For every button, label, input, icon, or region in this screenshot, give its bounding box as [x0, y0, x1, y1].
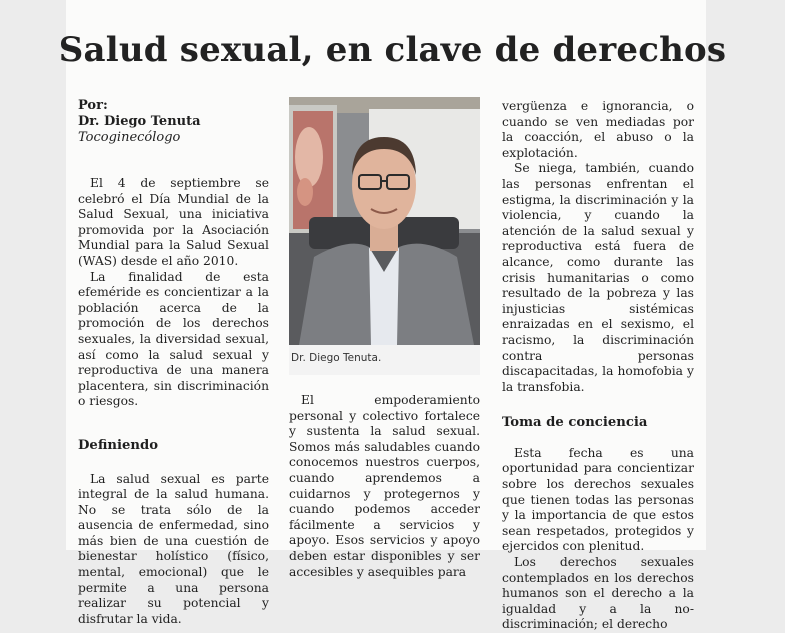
paragraph: El 4 de septiembre se celebró el Día Mundial de la Salud Sexual, una iniciativa promovida por la Asociación Mundial para la Salud Sexual (WAS) desde el año 2010.: [78, 176, 269, 268]
paragraph: Esta fecha es una oportunidad para concientizar sobre los derechos sexuales que tienen todas las personas y la importancia de que estos sean respetados, protegidos y ejercidos con plenitud.: [502, 445, 694, 554]
paragraph: El empoderamiento personal y colectivo fortalece y sustenta la salud sexual. Somos más saludables cuando conocemos nuestros cuerpos, cuando aprendemos a cuidarnos y protegernos y cuando podemos acceder fácilmente a servicios y apoyo. Esos servicios y apoyo deben estar disponibles y ser accesibles y asequibles para: [289, 393, 480, 579]
article-title: Salud sexual, en clave de derechos: [58, 30, 727, 70]
paragraph: Se niega, también, cuando las personas enfrentan el estigma, la discriminación y la violencia, y cuando la atención de la salud sexual y reproductiva está fuera de alcance, como durante las crisis humanitarias o como resultado de la pobreza y las injusticias sistémicas enraizadas en el sexismo, el racismo, la discriminación contra personas discapacitadas, la homofobia y la transfobia.: [502, 161, 694, 394]
section-heading: Definiendo: [78, 437, 159, 453]
author-name: Dr. Diego Tenuta: [78, 114, 201, 129]
author-role: Tocoginecólogo: [78, 130, 181, 145]
paragraph: Los derechos sexuales contemplados en los derechos humanos son el derecho a la igualdad y a la no-discriminación; el derecho: [502, 555, 694, 632]
section-heading: Toma de conciencia: [502, 415, 648, 431]
photo-caption-text: Dr. Diego Tenuta.: [291, 352, 382, 364]
column-1: [78, 98, 269, 627]
portrait-image: [289, 97, 480, 345]
paragraph: La finalidad de esta efeméride es concientizar a la población acerca de la promoción de los derechos sexuales, la diversidad sexual, así como la salud sexual y reproductiva de una manera placentera, sin discriminación o riesgos.: [78, 269, 269, 409]
paragraph: vergüenza e ignorancia, o cuando se ven mediadas por la coacción, el abuso o la explotación.: [502, 99, 694, 160]
paragraph: La salud sexual es parte integral de la salud humana. No se trata sólo de la ausencia de enfermedad, sino más bien de una cuestión de bienestar holístico (físico, mental, emocional) que le permite a una persona realizar su potencial y disfrutar la vida.: [78, 471, 269, 626]
column-3: [502, 99, 694, 633]
byline-label: Por:: [78, 98, 108, 113]
photo-caption: [289, 345, 480, 375]
column-2: [289, 393, 480, 580]
author-photo: [289, 97, 480, 345]
